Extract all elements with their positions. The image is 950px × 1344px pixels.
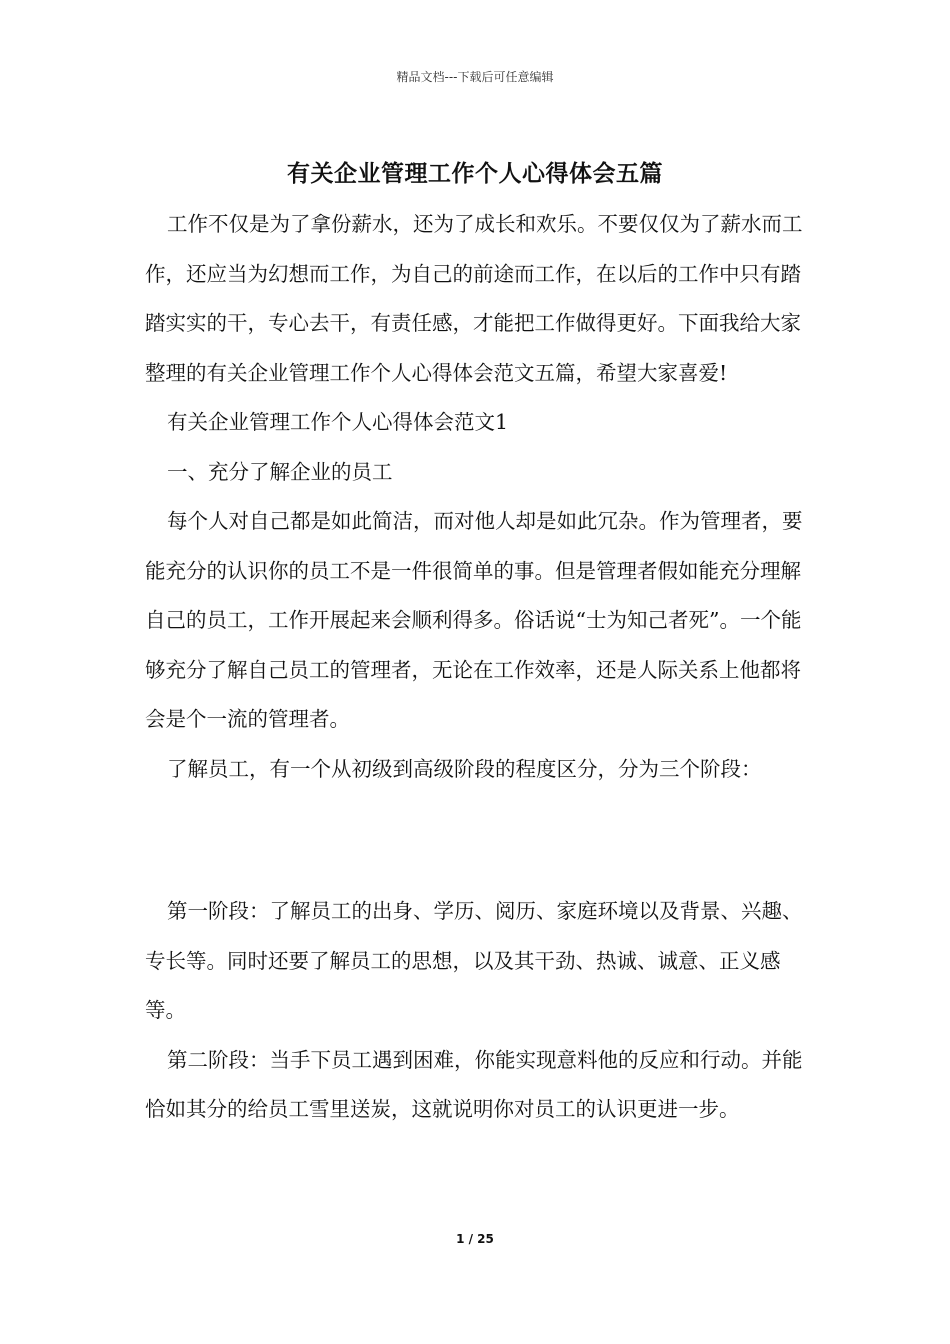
intro-paragraph: 工作不仅是为了拿份薪水，还为了成长和欢乐。不要仅仅为了薪水而工作，还应当为幻想而工作，为自己的前途而工作，在以后的工作中只有踏踏实实的干，专心去干，有责任感，才能把工作做得更好。下面我给大家整理的有关企业管理工作个人心得体会范文五篇，希望大家喜爱! bbox=[145, 212, 803, 385]
stage-paragraph: 第二阶段：当手下员工遇到困难，你能实现意料他的反应和行动。并能恰如其分的给员工雪里送炭，这就说明你对员工的认识更进一步。 bbox=[145, 1047, 803, 1121]
document-title: 有关企业管理工作个人心得体会五篇 bbox=[287, 161, 663, 187]
subsection-heading: 一、充分了解企业的员工 bbox=[167, 459, 393, 484]
body-text-top bbox=[145, 200, 810, 794]
body-text-bottom bbox=[145, 887, 810, 1135]
body-paragraph: 每个人对自己都是如此简洁，而对他人却是如此冗杂。作为管理者，要能充分的认识你的员工不是一件很简单的事。但是管理者假如能充分理解自己的员工，工作开展起来会顺利得多。俗话说“士为知己者死”。一个能够充分了解自己员工的管理者，无论在工作效率，还是人际关系上他都将会是个一流的管理者。 bbox=[145, 509, 803, 731]
page-number: 1 / 25 bbox=[456, 1232, 494, 1246]
section-heading: 有关企业管理工作个人心得体会范文1 bbox=[167, 410, 509, 434]
header-note: 精品文档---下载后可任意编辑 bbox=[396, 70, 554, 84]
stage-paragraph: 第一阶段：了解员工的出身、学历、阅历、家庭环境以及背景、兴趣、专长等。同时还要了解员工的思想，以及其干劲、热诚、诚意、正义感等。 bbox=[145, 899, 803, 1022]
body-paragraph: 了解员工，有一个从初级到高级阶段的程度区分，分为三个阶段： bbox=[167, 756, 762, 781]
